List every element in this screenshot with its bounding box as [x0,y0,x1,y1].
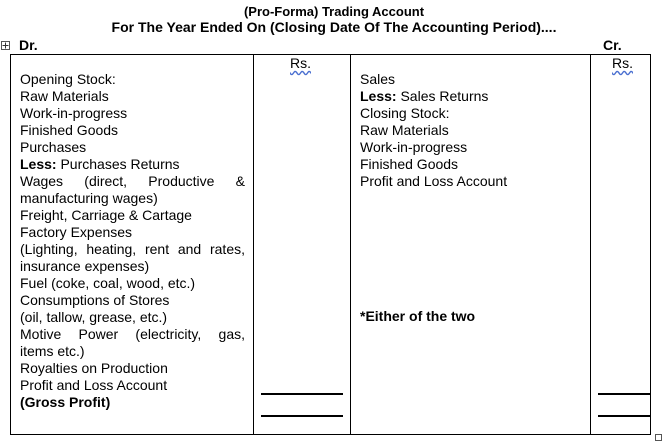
debit-amount-header: Rs. [290,55,311,71]
table-divider-2 [350,54,351,435]
list-item [20,326,245,343]
list-item-text: manufacturing wages) [20,190,158,206]
less-prefix: Less: [20,156,57,172]
list-item [20,139,245,156]
list-item-text: Royalties on Production [20,360,168,376]
less-prefix: Less: [360,88,397,104]
list-item-text: Consumptions of Stores [20,292,170,308]
list-item [20,156,245,173]
list-item-text: Opening Stock: [20,71,116,87]
list-item-text: Raw Materials [360,122,449,138]
list-item [20,122,245,139]
list-item [360,156,585,173]
table-bottom-border [10,434,651,435]
list-item-text: Profit and Loss Account [20,377,168,393]
credit-amount-header: Rs. [612,55,633,71]
list-item-text: Work-in-progress [20,105,128,121]
debit-items-list [20,71,245,411]
list-item-text: Factory Expenses [20,224,133,240]
list-item-text: Closing Stock: [360,105,450,121]
table-resize-handle-icon[interactable] [655,434,662,441]
credit-total-line-2 [598,415,650,417]
list-item-text: Fuel (coke, coal, wood, etc.) [20,275,196,291]
table-right-border [650,54,651,435]
debit-total-line-1 [261,393,343,395]
list-item [20,394,245,411]
list-item [20,71,245,88]
list-item-text: (oil, tallow, grease, etc.) [20,309,168,325]
list-item [20,207,245,224]
list-item [20,360,245,377]
list-item-text: Sales Returns [396,88,489,104]
list-item [20,88,245,105]
credit-label: Cr. [603,37,622,53]
list-item-text: Raw Materials [20,88,109,104]
list-item-text: Finished Goods [20,122,119,138]
table-divider-3 [590,54,591,435]
list-item [360,105,585,122]
list-item [20,190,245,207]
list-item-text: Freight, Carriage & Cartage [20,207,192,223]
list-item [20,377,245,394]
list-item-text: Wages (direct, Productive & [20,173,245,189]
list-item [20,258,245,275]
debit-total-line-2 [261,415,343,417]
table-left-border [10,54,11,435]
list-item [20,292,245,309]
list-item-text: Motive Power (electricity, gas, [20,326,245,342]
list-item [20,224,245,241]
list-item [360,139,585,156]
list-item-text: Finished Goods [360,156,459,172]
list-item [360,173,585,190]
list-item [20,241,245,258]
credit-items-list [360,71,585,190]
debit-label: Dr. [19,37,38,53]
list-item [360,88,585,105]
account-subtitle: For The Year Ended On (Closing Date Of The Accounting Period).... [111,19,557,35]
list-item-text: Work-in-progress [360,139,468,155]
list-item [20,105,245,122]
list-item-text: Sales [360,71,396,87]
list-item [360,71,585,88]
list-item-text: insurance expenses) [20,258,150,274]
list-item-text: (Gross Profit) [20,394,111,410]
list-item [360,122,585,139]
table-divider-1 [253,54,254,435]
account-title: (Pro-Forma) Trading Account [243,4,425,19]
list-item [20,275,245,292]
table-top-border [10,54,651,55]
table-move-handle-icon[interactable] [1,41,10,50]
list-item-text: Profit and Loss Account [360,173,508,189]
list-item-text: Purchases [20,139,87,155]
list-item [20,309,245,326]
credit-total-line-1 [598,393,650,395]
list-item [20,173,245,190]
list-item-text: (Lighting, heating, rent and rates, [20,241,245,257]
list-item-text: items etc.) [20,343,85,359]
either-note: *Either of the two [360,308,476,324]
list-item [20,343,245,360]
list-item-text: Purchases Returns [56,156,180,172]
